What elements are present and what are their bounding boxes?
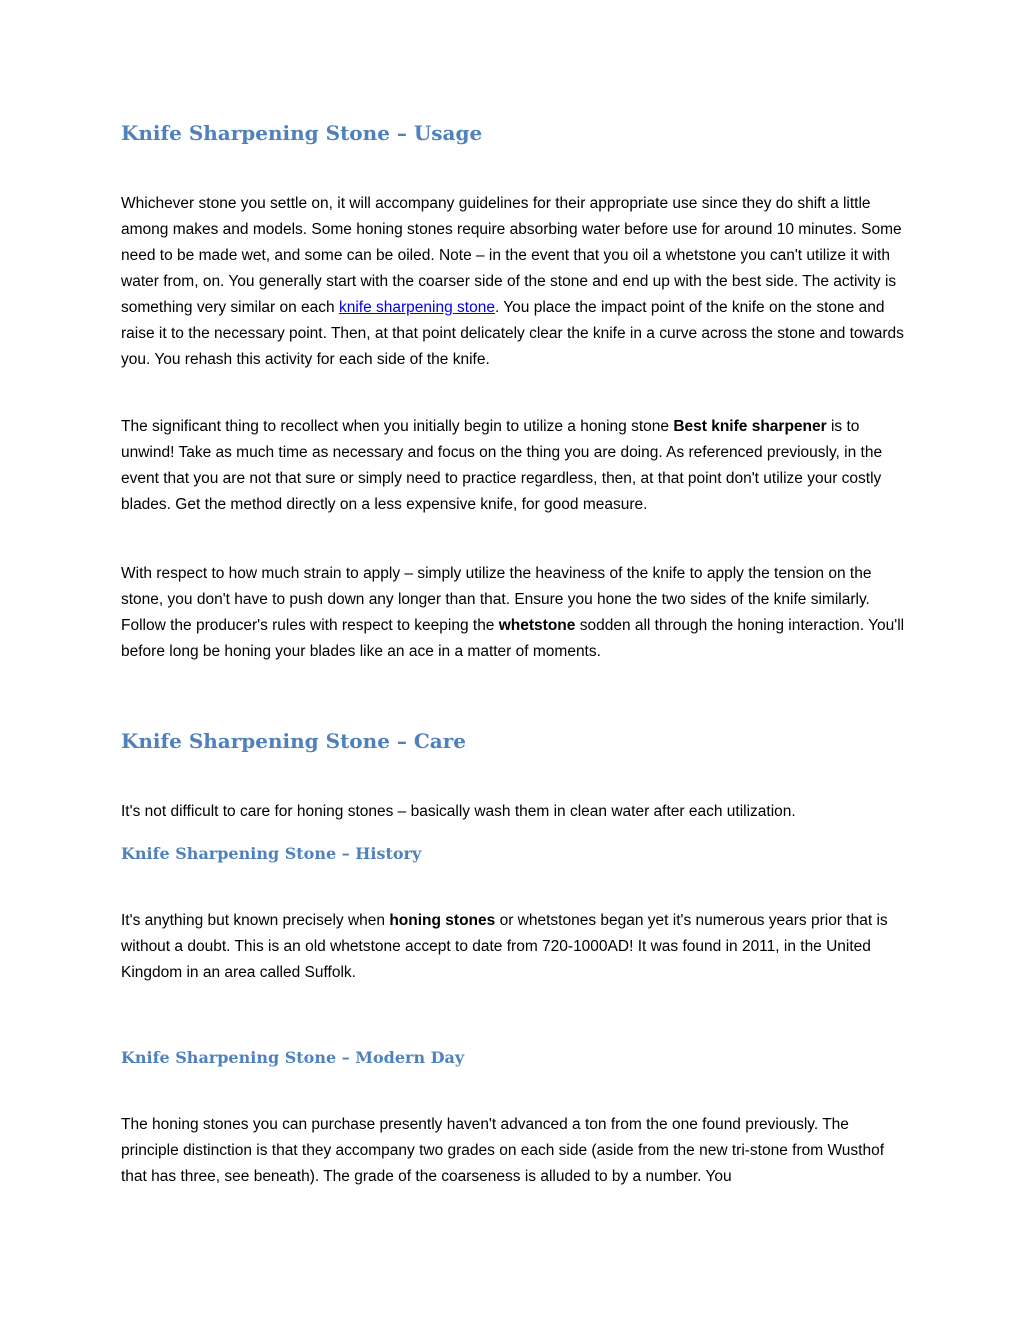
care-paragraph: It's not difficult to care for honing stones – basically wash them in clean water after each utilization. xyxy=(121,803,796,820)
honing-stones-bold: honing stones xyxy=(389,912,496,929)
whetstone-bold: whetstone xyxy=(498,617,576,634)
best-knife-sharpener-bold: Best knife sharpener xyxy=(673,418,827,435)
knife-sharpening-stone-link[interactable]: knife sharpening stone xyxy=(338,299,495,316)
care-heading: Knife Sharpening Stone – Care xyxy=(121,729,466,753)
usage-p3-text-b: sodden all through the honing interaction. You'll before long be honing your blades like an ace in a matter of moments. xyxy=(121,617,905,660)
usage-p2-text-b: is to unwind! Take as much time as necessary and focus on the thing you are doing. As referenced previously, in the event that you are not that sure or simply need to practice regardless, then, at that point don't utilize your costly blades. Get the method directly on a less expensive knife, for good measure. xyxy=(121,418,883,513)
usage-p2-text-a: The significant thing to recollect when you initially begin to utilize a honing stone xyxy=(121,418,674,435)
usage-p3-text-a: With respect to how much strain to apply – simply utilize the heaviness of the knife to apply the tension on the stone, you don't have to push down any longer than that. Ensure you hone the two sides of the knife similarly. Follow the producer's rules with respect to keeping the xyxy=(121,565,872,634)
usage-paragraph-1 xyxy=(121,191,906,373)
usage-heading: Knife Sharpening Stone – Usage xyxy=(121,121,483,145)
history-p1-text-b: or whetstones began yet it's numerous years prior that is without a doubt. This is an old whetstone accept to date from 720-1000AD! It was found in 2011, in the United Kingdom in an area called Suffolk. xyxy=(121,912,888,981)
usage-paragraph-3 xyxy=(121,561,906,665)
usage-paragraph-2 xyxy=(121,414,906,518)
usage-p1-text-b: . You place the impact point of the knife on the stone and raise it to the necessary point. Then, at that point delicately clear the knife in a curve across the stone and towards you. You rehash this activity for each side of the knife. xyxy=(121,299,904,368)
history-heading: Knife Sharpening Stone – History xyxy=(121,844,422,863)
history-p1-text-a: It's anything but known precisely when xyxy=(121,912,390,929)
usage-p1-text-a: Whichever stone you settle on, it will accompany guidelines for their appropriate use since they do shift a little among makes and models. Some honing stones require absorbing water before use for around 10 minutes. Some need to be made wet, and some can be oiled. Note – in the event that you oil a whetstone you can't utilize it with water from, on. You generally start with the coarser side of the stone and end up with the best side. The activity is something very similar on each xyxy=(121,195,902,316)
modern-day-paragraph: The honing stones you can purchase presently haven't advanced a ton from the one found previously. The principle distinction is that they accompany two grades on each side (aside from the new tri-stone from Wusthof that has three, see beneath). The grade of the coarseness is alluded to by a number. You xyxy=(121,1116,885,1185)
history-paragraph xyxy=(121,908,906,986)
modern-day-heading: Knife Sharpening Stone – Modern Day xyxy=(121,1048,465,1067)
